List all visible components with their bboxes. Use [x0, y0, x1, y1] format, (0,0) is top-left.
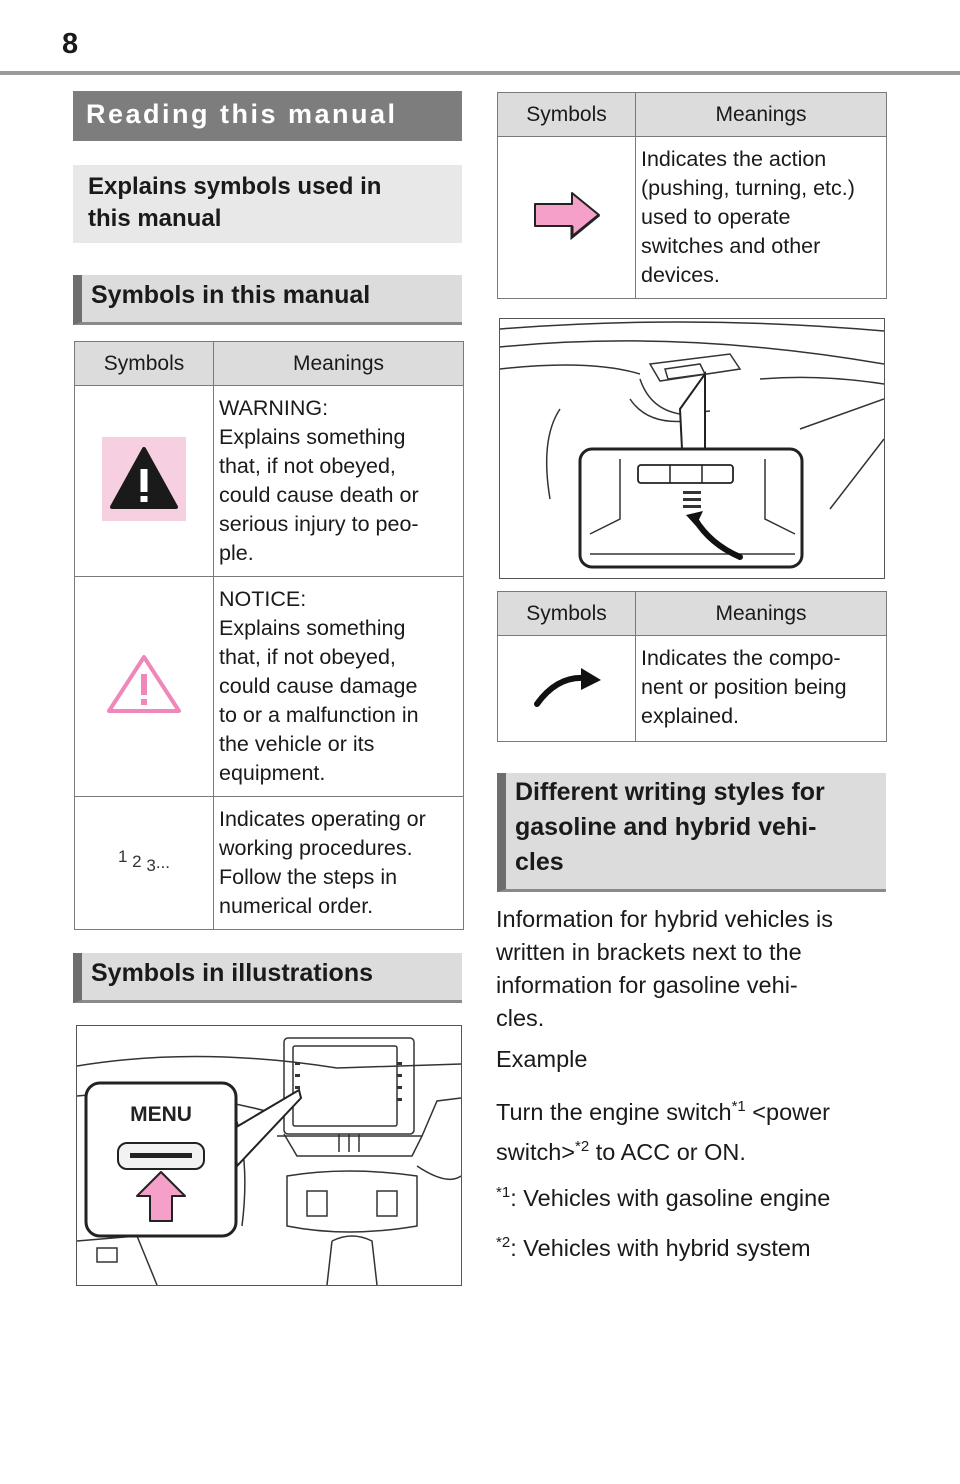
footnote-mark: *2: [496, 1234, 511, 1252]
meaning-cell: [636, 137, 887, 299]
page-title: Reading this manual: [73, 91, 462, 141]
meaning-line: WARNING:: [219, 396, 329, 420]
meaning-line: Explains something: [219, 616, 406, 640]
curved-pointer-arrow-icon: [531, 664, 603, 708]
meaning-cell: [214, 797, 464, 930]
meaning-line: NOTICE:: [219, 587, 307, 611]
intro-line: Explains symbols used in: [88, 173, 382, 200]
meaning-line: to or a malfunction in: [219, 703, 419, 727]
table-header-row: [75, 342, 464, 386]
footnote: $^{*1}$: Vehicles with gasoline engine: [496, 1184, 831, 1211]
meaning-line: serious injury to peo-: [219, 512, 419, 536]
section-heading-line: cles: [515, 848, 564, 876]
col-header-symbols: Symbols: [498, 93, 636, 137]
meaning-line: Follow the steps in: [219, 865, 398, 889]
paragraph-line: cles.: [496, 1005, 545, 1031]
warning-triangle-filled-icon: [102, 437, 186, 521]
section-heading-text: Symbols in illustrations: [91, 959, 373, 987]
table-row: [75, 577, 464, 797]
paragraph-line: Information for hybrid vehicles is: [496, 906, 833, 932]
meaning-line: switches and other: [641, 234, 821, 258]
section-heading-symbols: [73, 275, 462, 325]
col-header-meanings: Meanings: [636, 93, 887, 137]
page-number: 8: [62, 28, 79, 60]
table-row: [75, 797, 464, 930]
meaning-line: Explains something: [219, 425, 406, 449]
symbol-cell: [75, 577, 214, 797]
section-heading-line: gasoline and hybrid vehi-: [515, 813, 817, 841]
paragraph-line: information for gasoline vehi-: [496, 972, 798, 998]
section-heading-illustrations: [73, 953, 462, 1003]
footnote: $^{*2}$: Vehicles with hybrid system: [496, 1234, 811, 1261]
top-rule: [0, 71, 960, 75]
intro-line: this manual: [88, 205, 222, 232]
meaning-line: could cause damage: [219, 674, 418, 698]
meaning-line: used to operate: [641, 205, 791, 229]
table-header-row: [498, 592, 887, 636]
meaning-line: equipment.: [219, 761, 326, 785]
meaning-line: that, if not obeyed,: [219, 645, 396, 669]
footnote-mark: *1: [496, 1184, 511, 1202]
body-paragraph: [496, 903, 896, 1035]
meaning-line: numerical order.: [219, 894, 374, 918]
meaning-cell: [214, 386, 464, 577]
meaning-cell: [636, 636, 887, 742]
meaning-line: that, if not obeyed,: [219, 454, 396, 478]
col-header-symbols: Symbols: [498, 592, 636, 636]
dashboard-menu-illustration: [76, 1025, 462, 1286]
table-row: [75, 386, 464, 577]
meaning-cell: [214, 577, 464, 797]
footnote-mark: *1: [731, 1098, 746, 1116]
meaning-line: nent or position being: [641, 675, 847, 699]
intro-box: [73, 165, 462, 243]
dashboard-drawing: [77, 1026, 461, 1285]
meaning-line: Indicates the action: [641, 147, 827, 171]
symbol-cell: [498, 137, 636, 299]
meaning-line: ple.: [219, 541, 254, 565]
pink-action-arrow-icon: [532, 190, 602, 240]
step-numbers-icon: 1 2 3...: [117, 847, 171, 875]
meaning-line: working procedures.: [219, 836, 413, 860]
symbol-cell: [498, 636, 636, 742]
notice-triangle-outline-icon: [104, 652, 184, 716]
symbols-table: [74, 341, 464, 930]
section-heading-line: Different writing styles for: [515, 778, 825, 806]
table-row: [498, 636, 887, 742]
table-row: [498, 137, 887, 299]
meaning-line: explained.: [641, 704, 740, 728]
meaning-line: Indicates the compo-: [641, 646, 841, 670]
action-symbol-table: [497, 92, 887, 299]
pointer-symbol-table: [497, 591, 887, 742]
overhead-console-illustration: [499, 318, 885, 579]
symbol-cell: [75, 386, 214, 577]
meaning-line: could cause death or: [219, 483, 419, 507]
col-header-symbols: Symbols: [75, 342, 214, 386]
footnote-mark: *2: [575, 1138, 590, 1156]
example-label: Example: [496, 1046, 588, 1072]
section-heading-writing-styles: [497, 773, 886, 892]
menu-button-label: MENU: [130, 1103, 192, 1126]
col-header-meanings: Meanings: [214, 342, 464, 386]
table-header-row: [498, 93, 887, 137]
paragraph-line: written in brackets next to the: [496, 939, 802, 965]
col-header-meanings: Meanings: [636, 592, 887, 636]
meaning-line: Indicates operating or: [219, 807, 426, 831]
overhead-console-drawing: [500, 319, 884, 578]
symbol-cell: [75, 797, 214, 930]
meaning-line: devices.: [641, 263, 720, 287]
section-heading-text: Symbols in this manual: [91, 281, 371, 309]
meaning-line: the vehicle or its: [219, 732, 375, 756]
example-sentence: Turn the engine switch$^{*1}$ <power switch>$^{*2}$ to ACC or ON.: [496, 1098, 831, 1165]
meaning-line: (pushing, turning, etc.): [641, 176, 855, 200]
